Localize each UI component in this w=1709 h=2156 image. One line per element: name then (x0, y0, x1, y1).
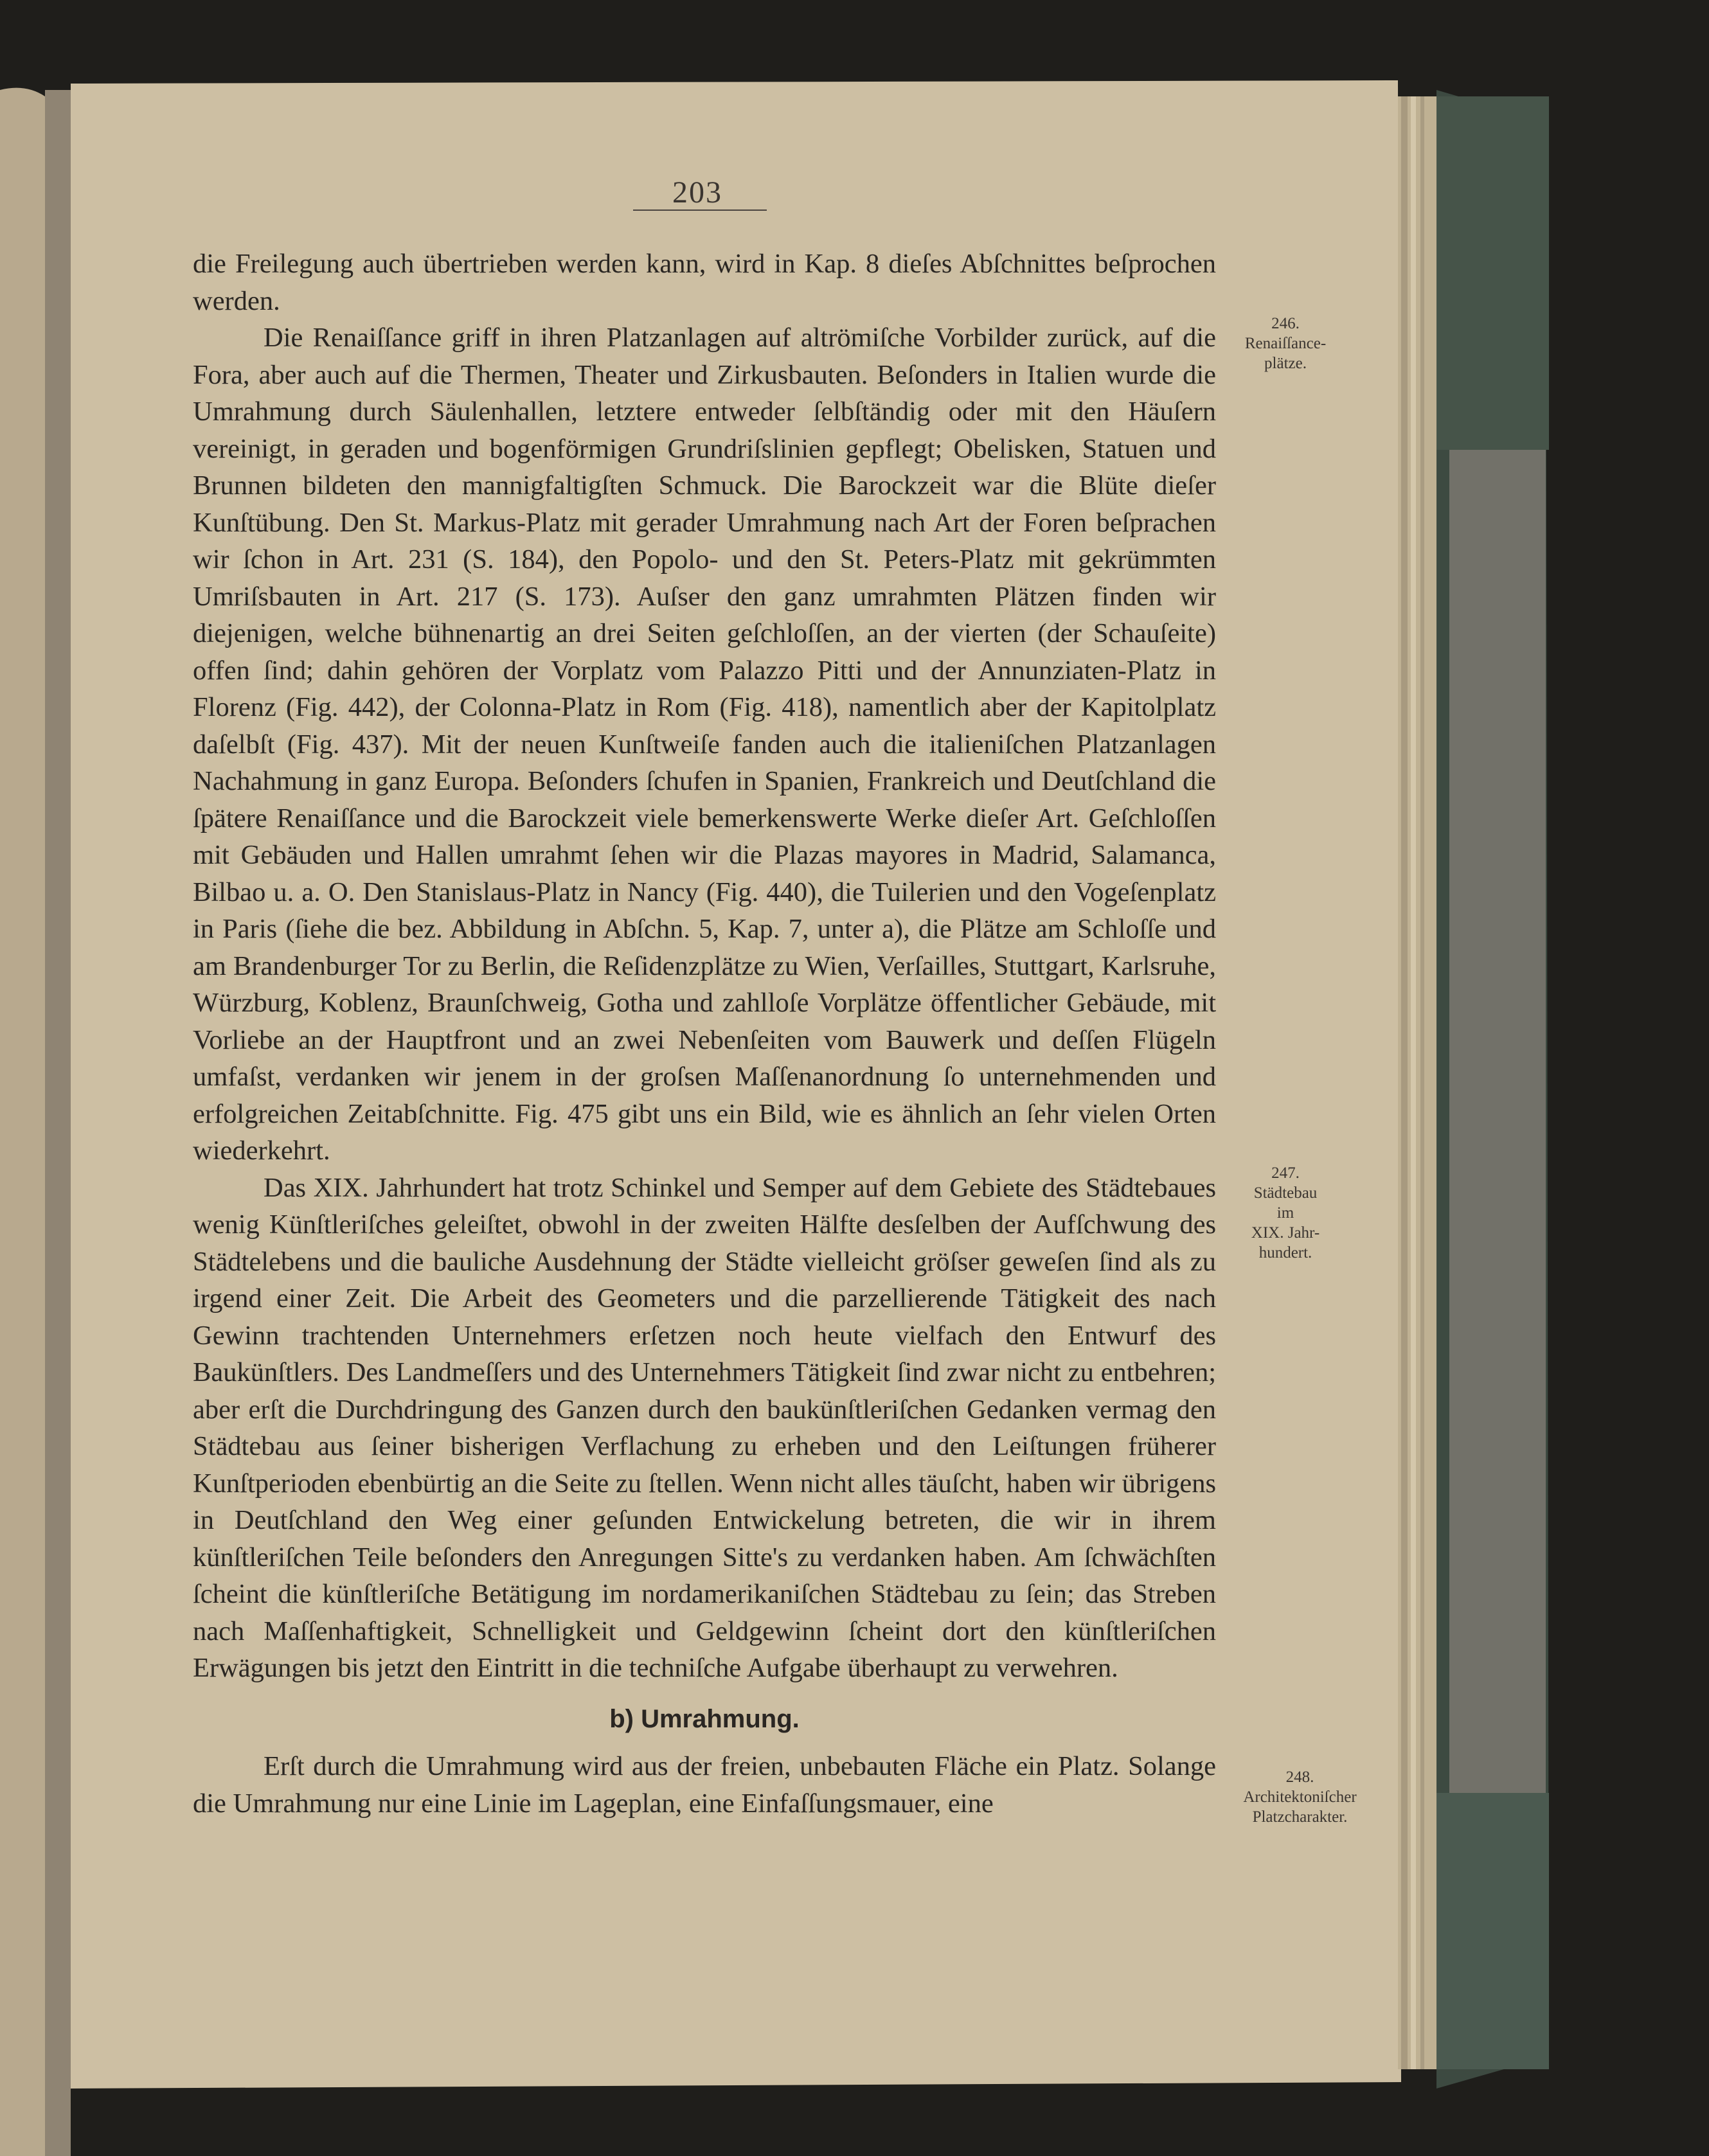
margin-note-line: Renaiſſance- (1244, 335, 1327, 352)
margin-note-247 (1244, 1163, 1327, 1263)
section-heading: b) Umrahmung. (609, 1704, 800, 1733)
margin-note-line: hundert. (1258, 1244, 1312, 1261)
margin-note-number: 246. (1271, 315, 1300, 332)
margin-note-line: im (1276, 1204, 1294, 1222)
paragraph-umrahmung: Erſt durch die Umrahmung wird aus der freien, unbebauten Fläche ein Platz. Solange die Umrahmung nur eine Linie im Lageplan, eine Einfaſſungsmauer, eine (193, 1751, 1216, 1819)
margin-note-number: 248. (1285, 1768, 1314, 1786)
paragraph-xix-century: Das XIX. Jahrhundert hat trotz Schinkel und Semper auf dem Gebiete des Städtebaues wenig Künſtleriſches geleiſtet, obwohl in der zweiten Hälfte desſelben der Aufſchwung des Städtelebens und die bauliche Ausdehnung der Städte vielleicht gröſser geweſen ſind als zu irgend einer Zeit. Die Arbeit des Geometers und die parzellierende Tätigkeit des nach Gewinn trachtenden Unternehmers erſetzen noch heute vielfach den Entwurf des Baukünſtlers. Des Landmeſſers und des Unternehmers Tätigkeit ſind zwar nicht zu entbehren; aber erſt die Durchdringung des Ganzen durch den baukünſtleriſchen Gedanken vermag den Städtebau aus ſeiner bisherigen Verflachung zu erheben und den Leiſtungen früherer Kunſtperioden ebenbürtig an die Seite zu ſtellen. Wenn nicht alles täuſcht, haben wir übrigens in Deutſchland den Weg einer geſunden Entwickelung betreten, die wir in ihrem künſtleriſchen Teile beſonders den Anregungen Sitte's zu verdanken haben. Am ſchwächſten ſcheint die künſtleriſche Betätigung im nordamerikaniſchen Städtebau zu ſein; das Streben nach Maſſenhaftigkeit, Schnelligkeit und Geldgewinn ſcheint dort den künſtleriſchen Erwägungen bis jetzt den Eintritt in die techniſche Aufgabe überhaupt zu verwehren. (193, 1172, 1216, 1683)
margin-note-248 (1231, 1767, 1369, 1827)
margin-note-line: Architektoniſcher (1243, 1788, 1357, 1806)
margin-note-line: Platzcharakter. (1252, 1808, 1348, 1826)
page-number: 203 (672, 175, 722, 209)
paragraph-1: die Freilegung auch übertrieben werden kann, wird in Kap. 8 dieſes Abſchnittes beſprochen werden. (193, 249, 1216, 316)
margin-note-number: 247. (1271, 1164, 1300, 1182)
page-number-rule (633, 209, 767, 211)
margin-note-246 (1244, 314, 1327, 373)
margin-note-line: Städtebau (1253, 1184, 1318, 1202)
paragraph-renaissance: Die Renaiſſance griff in ihren Platzanlagen auf altrömiſche Vorbilder zurück, auf die Fora, aber auch auf die Thermen, Theater und Zirkusbauten. Beſonders in Italien wurde die Umrahmung durch Säulenhallen, letztere entweder ſelbſtändig oder mit den Häuſern vereinigt, in geraden und bogenförmigen Grundriſslinien gepflegt; Obelisken, Statuen und Brunnen bildeten den mannigfaltigſten Schmuck. Die Barockzeit war die Blüte dieſer Kunſtübung. Den St. Markus-Platz mit gerader Umrahmung nach Art der Foren beſprachen wir ſchon in Art. 231 (S. 184), den Popolo- und den St. Peters-Platz mit gekrümmten Umriſsbauten in Art. 217 (S. 173). Auſser den ganz umrahmten Plätzen finden wir diejenigen, welche bühnenartig an drei Seiten geſchloſſen, an der vierten (der Schauſeite) offen ſind; dahin gehören der Vorplatz vom Palazzo Pitti und der Annunziaten-Platz in Florenz (Fig. 442), der Colonna-Platz in Rom (Fig. 418), namentlich aber der Kapitolplatz daſelbſt (Fig. 437). Mit der neuen Kunſtweiſe fanden auch die italieniſchen Platzanlagen Nachahmung in ganz Europa. Beſonders ſchufen in Spanien, Frankreich und Deutſchland die ſpätere Renaiſſance und die Barockzeit viele bemerkenswerte Werke dieſer Art. Geſchloſſen mit Gebäuden und Hallen umrahmt ſehen wir die Plazas mayores in Madrid, Salamanca, Bilbao u. a. O. Den Stanislaus-Platz in Nancy (Fig. 440), die Tuilerien und den Vogeſenplatz in Paris (ſiehe die bez. Abbildung in Abſchn. 5, Kap. 7, unter a), die Plätze am Schloſſe und am Brandenburger Tor zu Berlin, die Reſidenzplätze zu Wien, Verſailles, Stuttgart, Karlsruhe, Würzburg, Koblenz, Braunſchweig, Gotha und zahlloſe Vorplätze öffentlicher Gebäude, mit Vorliebe an der Hauptfront und an zwei Nebenſeiten vom Bauwerk und deſſen Flügeln umfaſst, verdanken wir jenem in der groſsen Maſſenanordnung ſo unternehmenden und erfolgreichen Zeitabſchnitte. Fig. 475 gibt uns ein Bild, wie es ähnlich an ſehr vielen Orten wiederkehrt. (193, 323, 1216, 1166)
body-text (193, 245, 1216, 1822)
margin-note-line: XIX. Jahr- (1251, 1224, 1320, 1242)
margin-note-line: plätze. (1264, 355, 1307, 372)
